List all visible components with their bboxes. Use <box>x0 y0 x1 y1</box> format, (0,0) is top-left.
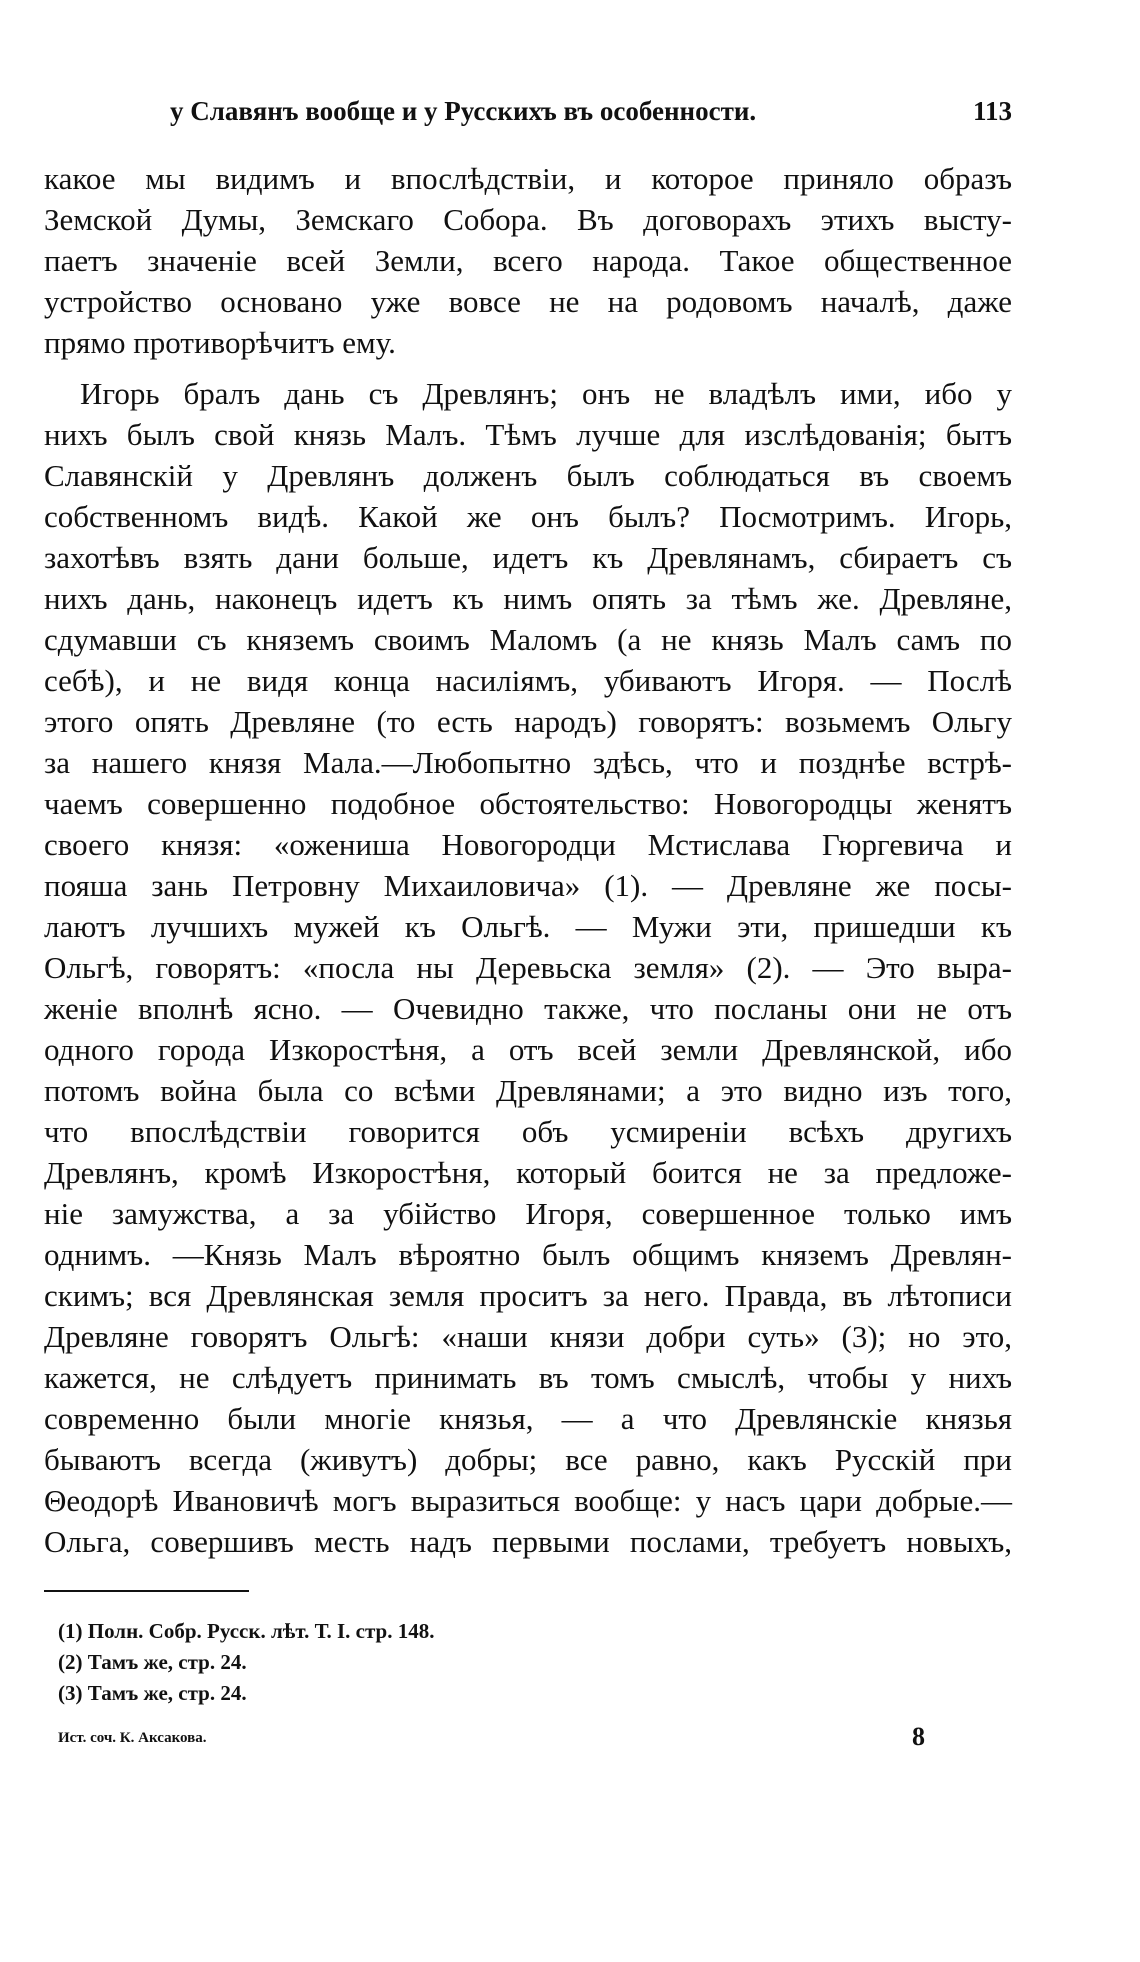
text-line: кажется, не слѣдуетъ принимать въ томъ смыслѣ, чтобы у нихъ <box>44 1360 1012 1395</box>
signature-number: 8 <box>912 1722 925 1751</box>
text-line: потомъ война была со всѣми Древлянами; а это видно изъ того, <box>44 1073 1012 1108</box>
text-line: Древлянъ, кромѣ Изкоростѣня, который боится не за предложе- <box>44 1155 1012 1190</box>
page-header <box>170 96 1020 136</box>
text-line: Θеодорѣ Ивановичѣ могъ выразиться вообще: у насъ цари добрые.— <box>44 1483 1012 1518</box>
footnote: (2) Тамъ же, стр. 24. <box>58 1650 247 1674</box>
text-line: чаемъ совершенно подобное обстоятельство: Новогородцы женятъ <box>44 786 1012 821</box>
text-line: своего князя: «оженишa Новогородци Мстислава Гюргевича и <box>44 827 1012 862</box>
text-line: лаютъ лучшихъ мужей къ Ольгѣ. — Мужи эти, пришедши къ <box>44 909 1012 944</box>
text-line: бываютъ всегда (живутъ) добры; все равно, какъ Русскій при <box>44 1442 1012 1477</box>
text-line: паетъ значеніе всей Земли, всего народа. Такое общественное <box>44 243 1012 278</box>
text-line: ніе замужства, а за убійство Игоря, совершенное только имъ <box>44 1196 1012 1231</box>
signature-mark: Ист. соч. К. Аксакова. <box>58 1730 207 1746</box>
text-line: захотѣвъ взять дани больше, идетъ къ Древлянамъ, сбираетъ съ <box>44 540 1012 575</box>
text-line: за нашего князя Мала.—Любопытно здѣсь, что и позднѣе встрѣ- <box>44 745 1012 780</box>
text-line: нихъ дань, наконецъ идетъ къ нимъ опять за тѣмъ же. Древляне, <box>44 581 1012 616</box>
text-line: нихъ былъ свой князь Малъ. Тѣмъ лучше для изслѣдованія; бытъ <box>44 417 1012 452</box>
running-head: у Славянъ вообще и у Русскихъ въ особенности. <box>170 96 757 126</box>
text-line: пояша зань Петровну Михаиловича» (1). — Древляне же посы- <box>44 868 1012 903</box>
text-line: прямо противорѣчитъ ему. <box>44 325 396 360</box>
text-line: женіе вполнѣ ясно. — Очевидно также, что посланы они не отъ <box>44 991 1012 1026</box>
text-line: какое мы видимъ и впослѣдствіи, и которое приняло образъ <box>44 161 1012 196</box>
text-line: Ольга, совершивъ месть надъ первыми послами, требуетъ новыхъ, <box>44 1524 1012 1559</box>
text-line: одного города Изкоростѣня, а отъ всей земли Древлянской, ибо <box>44 1032 1012 1067</box>
text-line: современно были многіе князья, — а что Древлянскіе князья <box>44 1401 1012 1436</box>
text-line: этого опять Древляне (то есть народъ) говорятъ: возьмемъ Ольгу <box>44 704 1012 739</box>
text-line: что впослѣдствіи говорится объ усмиреніи всѣхъ другихъ <box>44 1114 1012 1149</box>
text-line: себѣ), и не видя конца насиліямъ, убиваютъ Игоря. — Послѣ <box>44 663 1012 698</box>
body-text <box>44 158 1012 1562</box>
text-line: Ольгѣ, говорятъ: «посла ны Деревьска земля» (2). — Это выра- <box>44 950 1012 985</box>
text-line: собственномъ видѣ. Какой же онъ былъ? Посмотримъ. Игорь, <box>44 499 1012 534</box>
text-line: Земской Думы, Земскаго Собора. Въ договорахъ этихъ высту- <box>44 202 1012 237</box>
footnote: (3) Тамъ же, стр. 24. <box>58 1681 247 1705</box>
page-number: 113 <box>972 96 1012 126</box>
text-line: Славянскій у Древлянъ долженъ былъ соблюдаться въ своемъ <box>44 458 1012 493</box>
text-line: Игорь бралъ дань съ Древлянъ; онъ не владѣлъ ими, ибо у <box>80 376 1012 411</box>
text-line: устройство основано уже вовсе не на родовомъ началѣ, даже <box>44 284 1012 319</box>
footnote: (1) Полн. Собр. Русск. лѣт. Т. I. стр. 148. <box>58 1619 435 1643</box>
text-line: скимъ; вся Древлянская земля проситъ за него. Правда, въ лѣтописи <box>44 1278 1012 1313</box>
paragraph-gap <box>44 363 1012 373</box>
text-line: однимъ. —Князь Малъ вѣроятно былъ общимъ княземъ Древлян- <box>44 1237 1012 1272</box>
footnotes <box>58 1616 658 1709</box>
text-line: Древляне говорятъ Ольгѣ: «наши князи добри суть» (3); но это, <box>44 1319 1012 1354</box>
footnote-rule <box>44 1590 249 1592</box>
text-line: сдумавши съ княземъ своимъ Маломъ (а не князь Малъ самъ по <box>44 622 1012 657</box>
